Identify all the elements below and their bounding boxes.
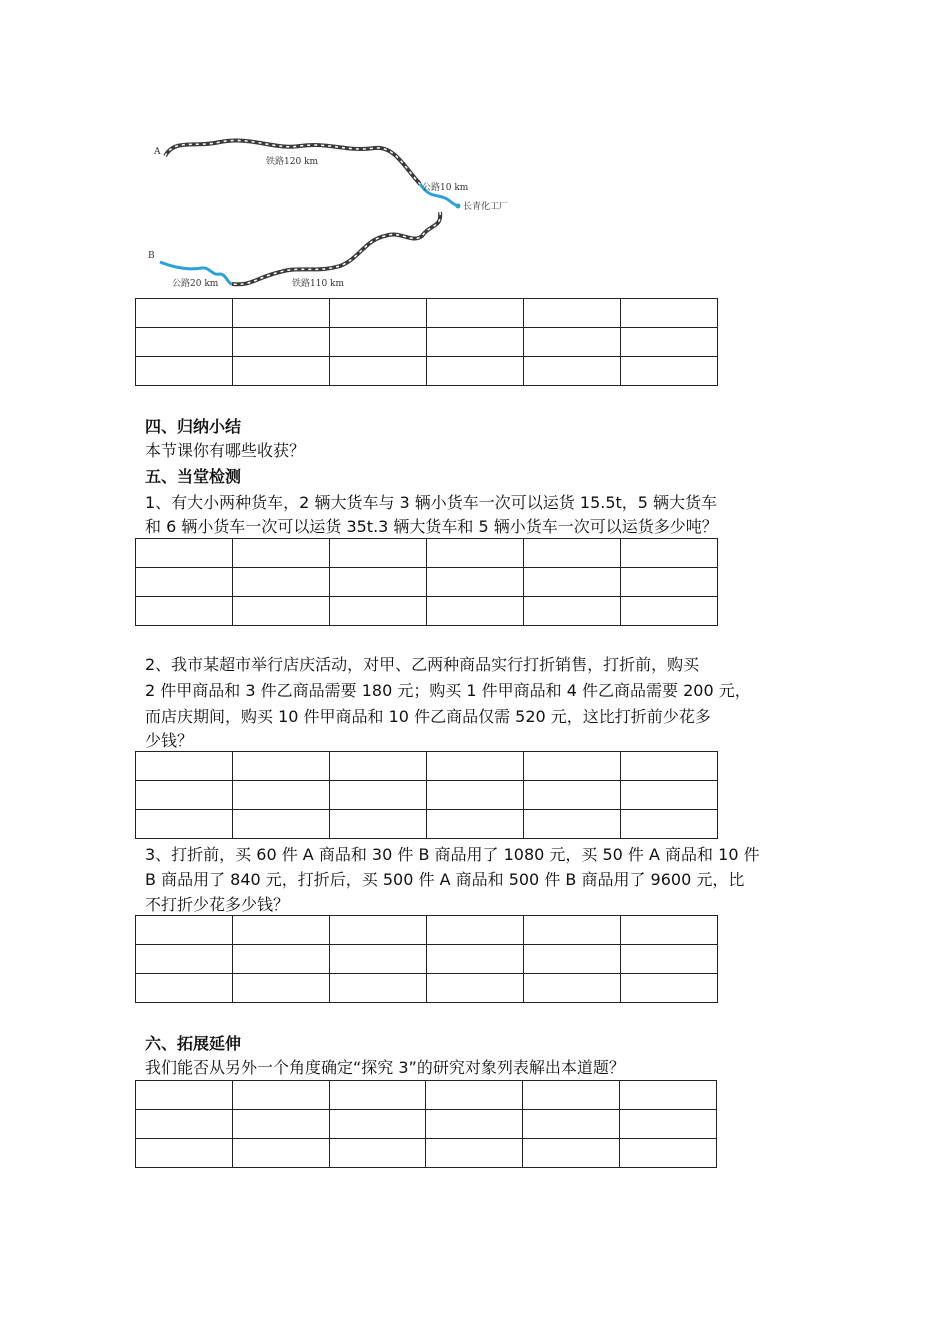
question-2-line-3: 而店庆期间，购买 10 件甲商品和 10 件乙商品仅需 520 元，这比打折前少花多 [145, 707, 711, 726]
section-6-title: 六、拓展延伸 [145, 1034, 242, 1053]
map-label-b: B [148, 251, 155, 261]
map-label-a: A [154, 147, 161, 157]
question-2-line-2: 2 件甲商品和 3 件乙商品需要 180 元；购买 1 件甲商品和 4 件乙商品需要 200 元， [145, 681, 751, 700]
answer-table-5 [135, 1080, 717, 1168]
question-1-line-2: 和 6 辆小货车一次可以运货 35t.3 辆大货车和 5 辆小货车一次可以运货多少吨？ [145, 517, 718, 536]
answer-table-3 [135, 751, 718, 839]
answer-table-2 [135, 538, 718, 626]
map-label-road-top: 公路10 km [422, 183, 469, 193]
answer-table-1 [135, 298, 718, 386]
route-map-figure [140, 128, 540, 298]
map-label-rail-top: 铁路120 km [266, 157, 319, 167]
map-label-rail-bottom: 铁路110 km [292, 279, 345, 289]
map-label-factory: 长青化工厂 [463, 202, 509, 212]
question-2-line-1: 2、我市某超市举行店庆活动，对甲、乙两种商品实行打折销售，打折前，购买 [145, 655, 700, 674]
answer-table-4 [135, 915, 718, 1003]
factory-marker [456, 204, 461, 209]
question-3-line-2: B 商品用了 840 元，打折后，买 500 件 A 商品和 500 件 B 商品用了 9600 元，比 [145, 870, 745, 889]
question-3-line-1: 3、打折前，买 60 件 A 商品和 30 件 B 商品用了 1080 元，买 50 件 A 商品和 10 件 [145, 845, 760, 864]
map-label-road-bottom: 公路20 km [172, 279, 219, 289]
question-1-line-1: 1、有大小两种货车，2 辆大货车与 3 辆小货车一次可以运货 15.5t，5 辆大货车 [145, 493, 718, 512]
rail-line-bottom [232, 212, 440, 284]
section-4-title: 四、归纳小结 [145, 417, 242, 436]
question-3-line-3: 不打折少花多少钱？ [145, 895, 290, 914]
section-5-title: 五、当堂检测 [145, 467, 242, 486]
section-6-question: 我们能否从另外一个角度确定“探究 3”的研究对象列表解出本道题？ [145, 1058, 625, 1077]
section-4-question: 本节课你有哪些收获？ [145, 441, 306, 460]
question-2-line-4: 少钱？ [145, 731, 194, 750]
